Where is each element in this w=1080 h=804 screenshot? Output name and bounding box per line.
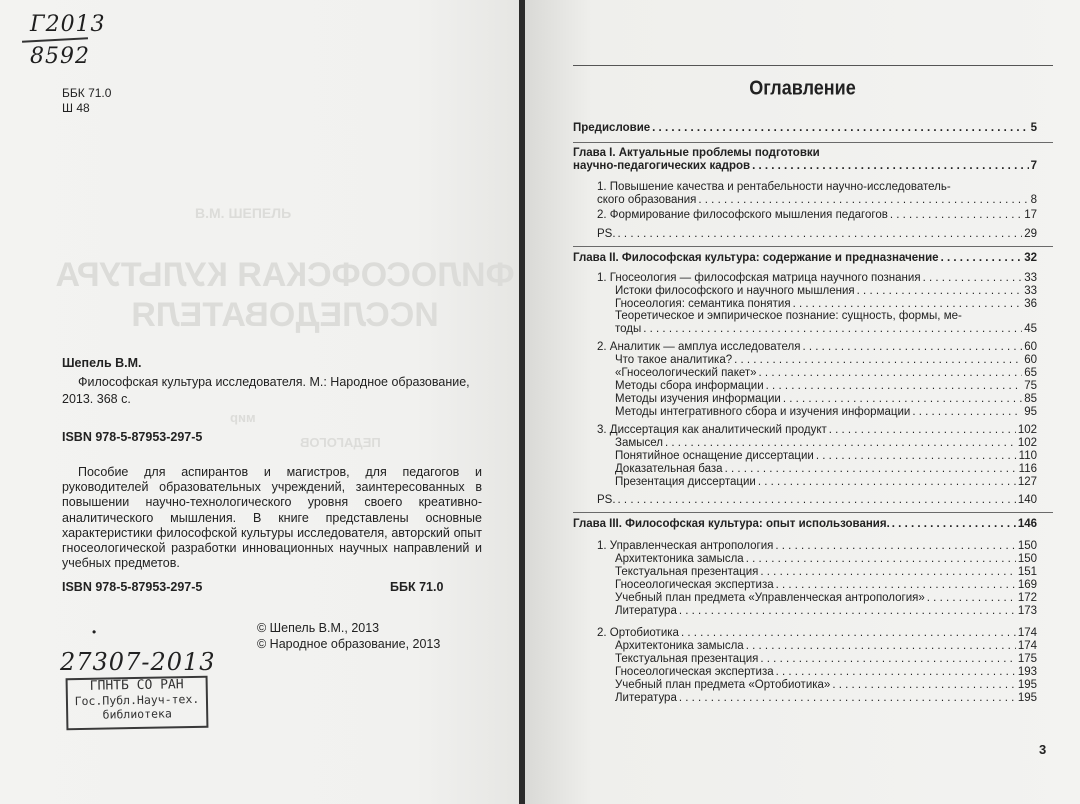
toc-entry: Понятийное оснащение диссертации . . . 110 <box>615 450 1037 463</box>
handwritten-number: 8592 <box>30 44 90 69</box>
toc-entry: 2. Формирование философского мышления педагогов . . . 17 <box>597 209 1037 222</box>
bleed-through-sub: мир <box>230 410 256 425</box>
author-name: Шепель В.М. <box>62 356 142 370</box>
annotation: Пособие для аспирантов и магистров, для педагогов и руководителей образовательных учреждений, заинтересованных в повышении научно-технологического уровня своего креативно-аналитического мышления. В книге представлены основные характеристики философской культуры исследователя, авторский опыт гносеологической разработки инновационных научных направлений и учебных предметов. <box>62 465 482 571</box>
toc-entry: Методы изучения информации . . . 85 <box>615 393 1037 406</box>
toc-entry: Литература . . . 195 <box>615 692 1037 705</box>
toc-entry: PS. . . . 29 <box>597 228 1037 241</box>
toc-entry: Методы сбора информации . . . 75 <box>615 380 1037 393</box>
stamp-line-2: Гос.Публ.Науч-тех. <box>74 691 200 709</box>
library-stamp <box>66 676 209 730</box>
isbn-bottom: ISBN 978-5-87953-297-5 <box>62 580 203 594</box>
toc-entry: Замысел . . . 102 <box>615 437 1037 450</box>
bleed-through-sub2: ПЕДАГОГОВ <box>300 435 381 450</box>
toc-entry: Гносеологическая экспертиза . . . 169 <box>615 579 1037 592</box>
toc-entry: Доказательная база . . . 116 <box>615 463 1037 476</box>
toc-title: Оглавление <box>749 76 856 100</box>
bibliographic-description: Философская культура исследователя. М.: Народное образование, 2013. 368 с. <box>62 375 470 406</box>
toc-entry: Учебный план предмета «Управленческая антропология» . . . 172 <box>615 592 1037 605</box>
toc-entry: Архитектоника замысла . . . 150 <box>615 553 1037 566</box>
toc-rule <box>573 512 1053 513</box>
small-mark: • <box>92 625 97 639</box>
stamp-line-1: ГПНТБ СО РАН <box>89 677 184 694</box>
toc-entry: Литература . . . 173 <box>615 605 1037 618</box>
right-page <box>525 0 1080 804</box>
toc-entry: Что такое аналитика? . . . 60 <box>615 354 1037 367</box>
toc-entry: 1. Гносеология — философская матрица научного познания . . . 33 <box>597 272 1037 285</box>
toc-entry: Методы интегративного сбора и изучения информации . . . 95 <box>615 406 1037 419</box>
toc-entry: Теоретическое и эмпирическое познание: сущность, формы, ме- тоды . . . 45 <box>615 310 1037 335</box>
toc-entry: 3. Диссертация как аналитический продукт . . . 102 <box>597 424 1037 437</box>
toc-entry: Истоки философского и научного мышления . . . 33 <box>615 285 1037 298</box>
handwritten-code: Г2013 <box>30 12 106 37</box>
toc-entry: Текстуальная презентация . . . 175 <box>615 653 1037 666</box>
bbk-code: ББК 71.0 <box>62 86 112 100</box>
toc-entry: 1. Управленческая антропология . . . 150 <box>597 540 1037 553</box>
toc-entry: Презентация диссертации . . . 127 <box>615 476 1037 489</box>
top-rule <box>573 65 1053 66</box>
author-sign: Ш 48 <box>62 101 90 115</box>
left-page <box>0 0 520 804</box>
toc-entry: 2. Ортобиотика . . . 174 <box>597 627 1037 640</box>
toc-entry: Гносеология: семантика понятия . . . 36 <box>615 298 1037 311</box>
toc-entry: Учебный план предмета «Ортобиотика» . . . 195 <box>615 679 1037 692</box>
toc-entry: Гносеологическая экспертиза . . . 193 <box>615 666 1037 679</box>
stamp-line-3: библиотека <box>102 706 172 722</box>
handwritten-underline <box>22 37 88 42</box>
toc-entry: Предисловие . . . 5 <box>573 122 1037 135</box>
inventory-number: 27307-2013 <box>60 648 216 676</box>
toc-entry: Текстуальная презентация . . . 151 <box>615 566 1037 579</box>
bbk-bottom: ББК 71.0 <box>390 580 444 594</box>
toc-chapter: Глава III. Философская культура: опыт использования. . . . 146 <box>573 518 1037 531</box>
toc-chapter: Глава II. Философская культура: содержание и предназначение . . . 32 <box>573 252 1037 265</box>
page-number: 3 <box>1039 742 1047 757</box>
toc-rule <box>573 246 1053 247</box>
toc-rule <box>573 142 1053 143</box>
toc-entry: 2. Аналитик — амплуа исследователя . . . 60 <box>597 341 1037 354</box>
bleed-through-title: ФИЛОСОФСКАЯ КУЛЬТУРА ИССЛЕДОВАТЕЛЯ <box>55 256 515 334</box>
toc-chapter: Глава I. Актуальные проблемы подготовки научно-педагогических кадров . . . 7 <box>573 147 1037 172</box>
toc-entry: 1. Повышение качества и рентабельности научно-исследователь- ского образования . . . 8 <box>597 181 1037 206</box>
copyright-publisher: © Народное образование, 2013 <box>257 637 441 651</box>
copyright-author: © Шепель В.М., 2013 <box>257 621 380 635</box>
bleed-through-author: В.М. ШЕПЕЛЬ <box>195 205 292 221</box>
isbn: ISBN 978-5-87953-297-5 <box>62 430 203 444</box>
toc-entry: «Гносеологический пакет» . . . 65 <box>615 367 1037 380</box>
toc-entry: Архитектоника замысла . . . 174 <box>615 640 1037 653</box>
toc-entry: PS. . . . 140 <box>597 494 1037 507</box>
